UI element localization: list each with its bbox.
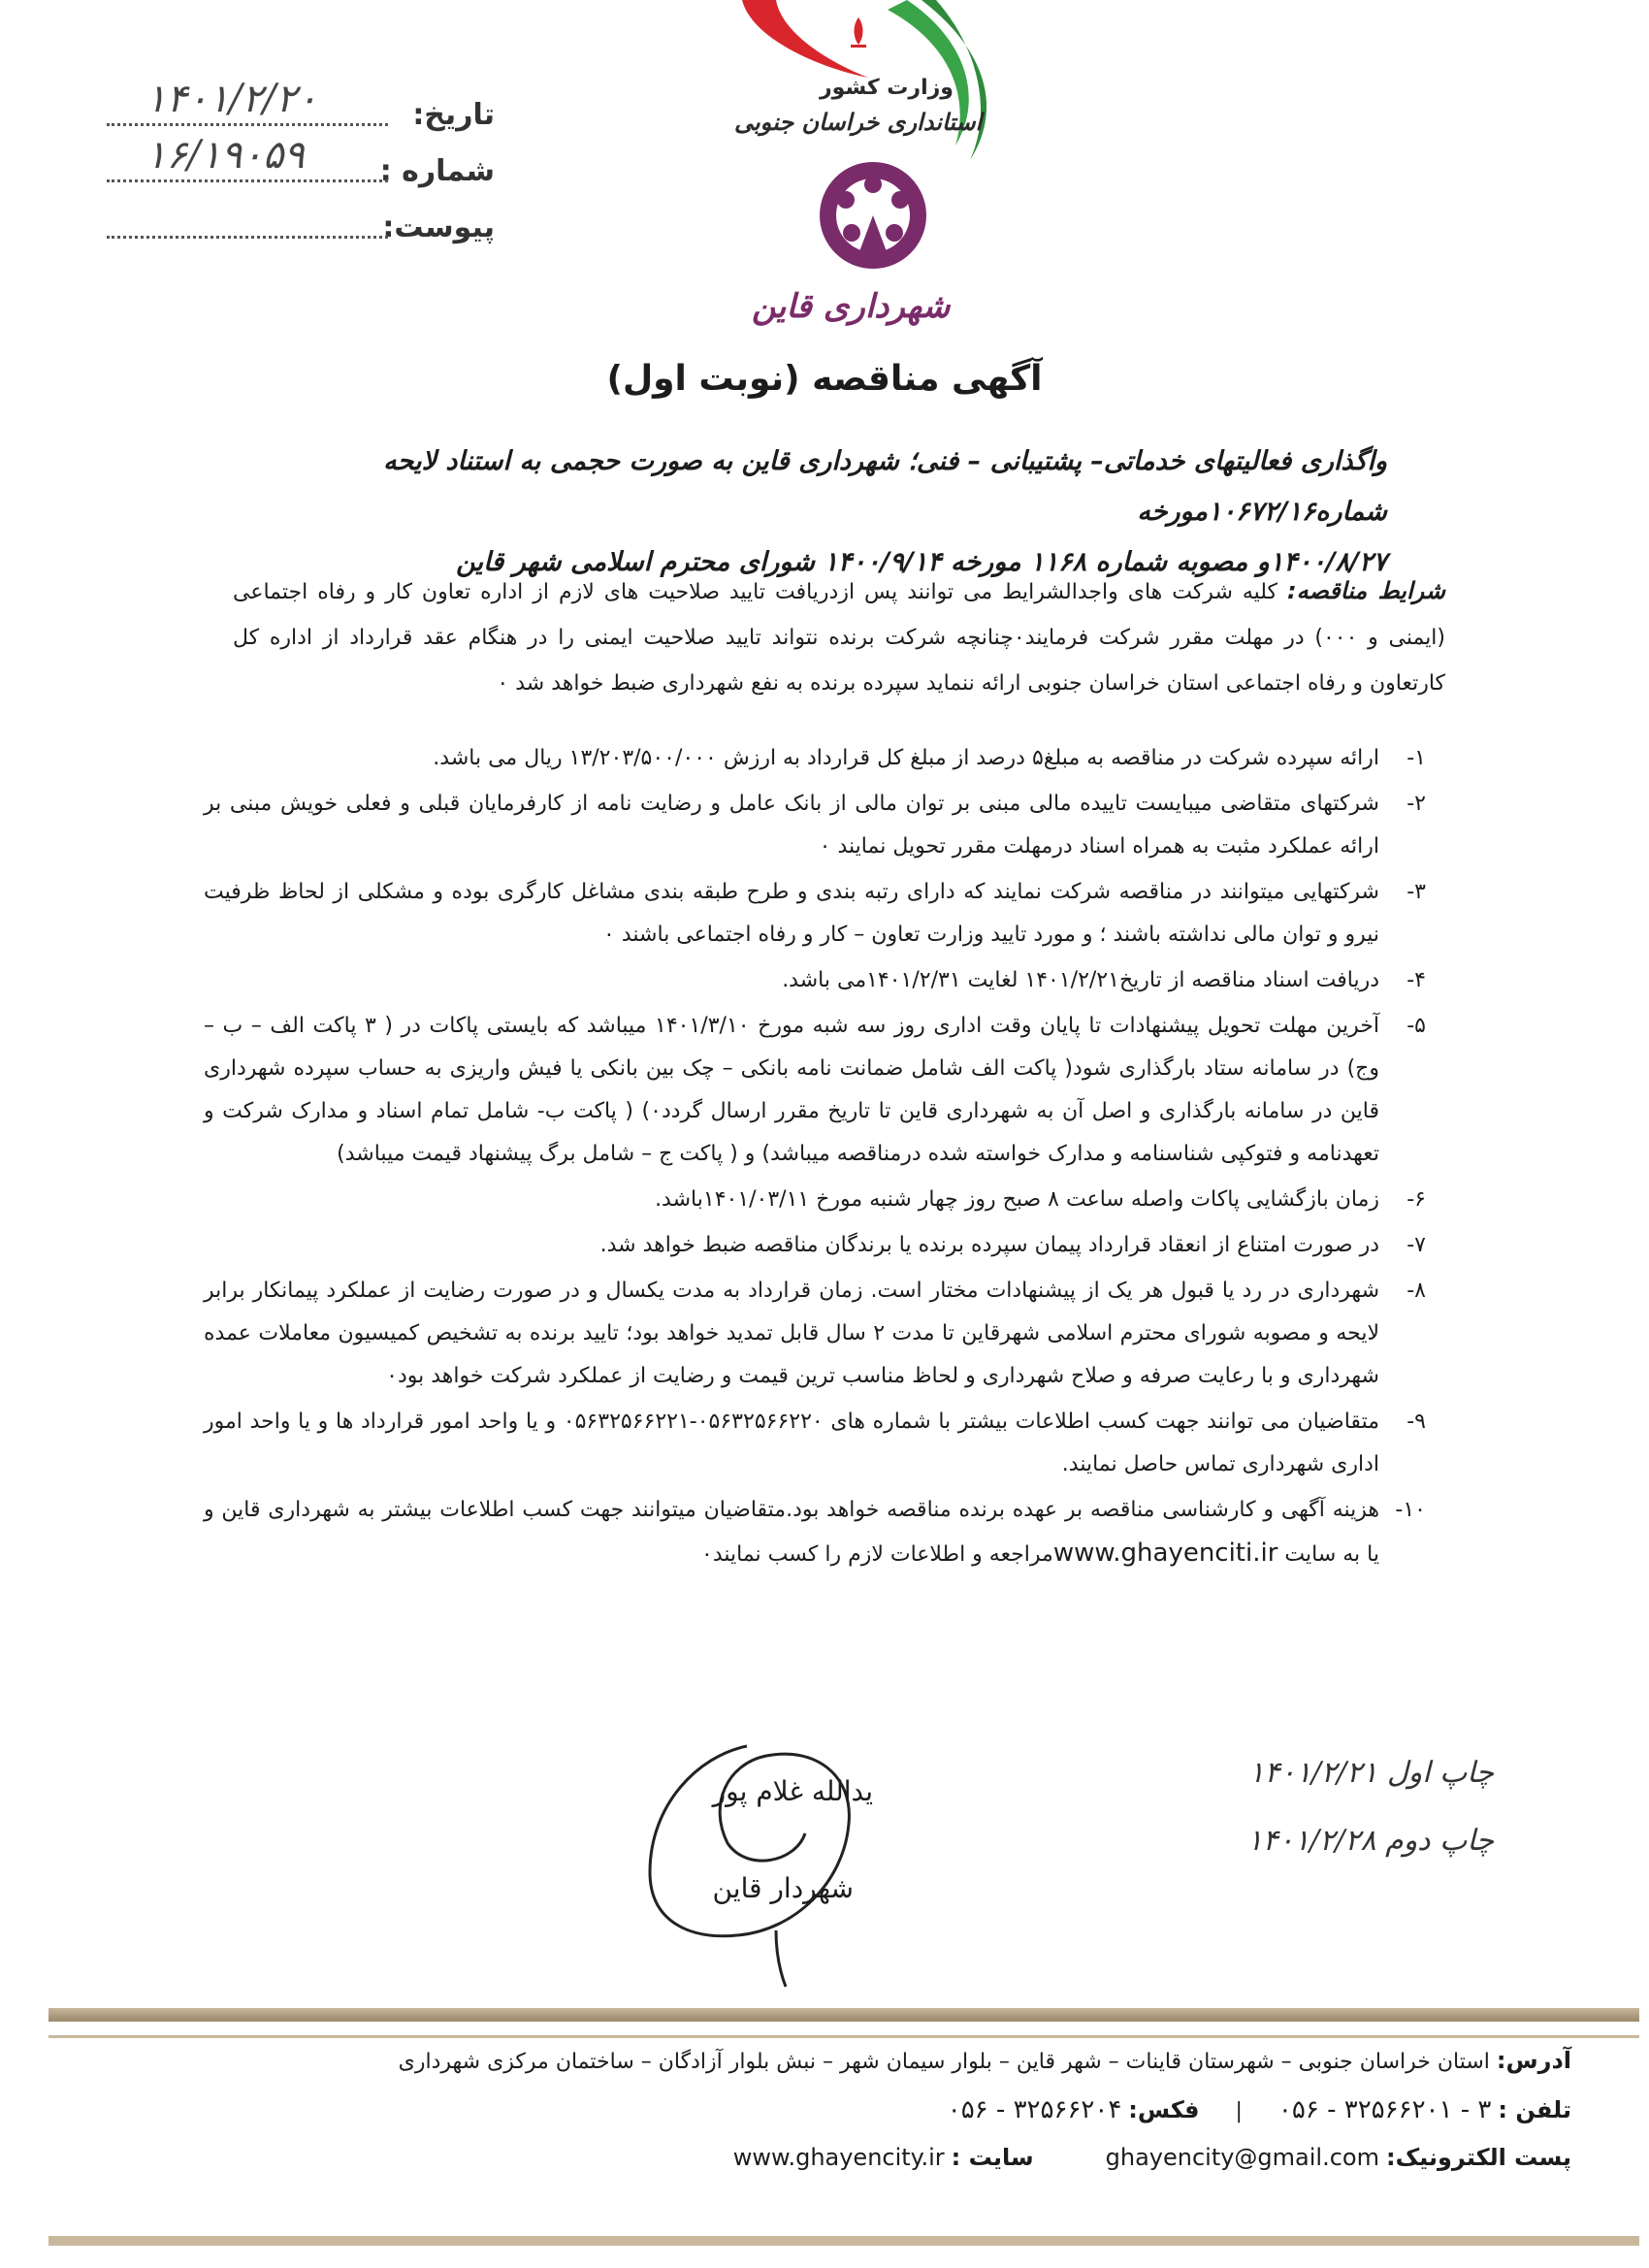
address-label: آدرس: (1496, 2047, 1571, 2074)
footer-bottom-bar (48, 2236, 1639, 2246)
attachment-label: پیوست: (382, 211, 495, 244)
date-row (107, 76, 495, 132)
footer-divider (48, 2008, 1639, 2022)
list-item (204, 783, 1426, 868)
logo-graphic (713, 0, 1023, 335)
list-item (204, 1401, 1426, 1486)
footer-divider-thin (48, 2035, 1639, 2038)
item-number: ۱- (1406, 746, 1426, 770)
municipality-logo (713, 0, 1023, 335)
subject-line-1: واگذاری فعالیتهای خدماتی– پشتیبانی – فنی؛ شهرداری قاین به صورت حجمی به استناد لایحه شماره۱۰۶۷۲/۱۶مورخه (383, 446, 1387, 527)
number-label: شماره : (379, 154, 495, 188)
item-text: شرکتهایی میتوانند در مناقصه شرکت نمایند که دارای رتبه بندی و طرح طبقه بندی مشاغل کارگری بوده و مشکلی از لحاظ ظرفیت نیرو و توان مالی نداشته باشند ؛ و مورد تایید وزارت تعاون – کار و رفاه اجتماعی باشند ٠ (204, 880, 1379, 947)
logo-province-text: استانداری خراسان جنوبی (734, 109, 983, 136)
subject-line-2: ۱۴۰۰/۸/۲۷و مصوبه شماره ۱۱۶۸ مورخه ۱۴۰۰/۹/۱۴ شورای محترم اسلامی شهر قاین (456, 547, 1387, 577)
list-item (204, 1489, 1426, 1576)
signer-title: شهردار قاین (712, 1872, 854, 1904)
conditions-text: کلیه شرکت های واجدالشرایط می توانند پس ازدریافت تایید صلاحیت های لازم از اداره تعاون کار و رفاه اجتماعی (ایمنی و ۰۰۰) در مهلت مقرر شرکت فرمایند٠چنانچه شرکت برنده نتواند تایید صلاحیت ایمنی را در هنگام عقد قرارداد از اداره کل کارتعاون و رفاه اجتماعی استان خراسان جنوبی ارائه ننماید سپرده برنده به نفع شهرداری ضبط خواهد شد ٠ (233, 580, 1446, 696)
item-text: دریافت اسناد مناقصه از تاریخ۱۴۰۱/۲/۲۱ لغایت ۱۴۰۱/۲/۳۱می باشد. (782, 968, 1379, 992)
item-number: ۹- (1406, 1409, 1426, 1434)
item-number: ۶- (1406, 1187, 1426, 1212)
attachment-line (107, 191, 388, 239)
mayor-signature (630, 1736, 883, 1989)
signer-name: یدالله غلام پور (712, 1775, 873, 1807)
list-item (204, 871, 1426, 956)
number-value: ۱۶/۱۹۰۵۹ (146, 133, 305, 178)
footer-address-row (58, 2047, 1571, 2095)
conditions-list (204, 737, 1426, 1579)
second-print-note: چاپ دوم ۱۴۰۱/۲/۲۸ (1246, 1824, 1494, 1858)
fax-label: فکس: (1128, 2096, 1200, 2123)
item-text: شهرداری در رد یا قبول هر یک از پیشنهادات مختار است. زمان قرارداد به مدت یکسال و در صورت رضایت از عملکرد پیمانکار برابر لایحه و مصوبه شورای محترم اسلامی شهرقاین تا مدت ۲ سال قابل تمدید خواهد بود؛ تایید برنده به تشخیص کمیسیون معاملات عمده شهرداری و با رعایت صرفه و صلاح شهرداری و لحاظ مناسب ترین قیمت و رضایت از عملکرد شرکت خواهد بود٠ (204, 1279, 1379, 1388)
site-label: سایت : (951, 2144, 1034, 2171)
logo-municipality-text: شهرداری قاین (752, 287, 951, 326)
date-label: تاریخ: (412, 98, 495, 132)
item-text: آخرین مهلت تحویل پیشنهادات تا پایان وقت اداری روز سه شبه مورخ ۱۴۰۱/۳/۱۰ میباشد که بایستی پاکات در ( ۳ پاکت الف – ب – وج) در سامانه ستاد بارگذاری شود( پاکت الف شامل ضمانت نامه بانکی – چک بین بانکی یا فیش واریزی به حساب سپرده شهرداری قاین در سامانه بارگذاری و اصل آن به شهرداری قاین تا تاریخ مقرر ارسال گردد٠) ( پاکت ب- شامل تمام اسناد و مدارک شرکت و تعهدنامه و فتوکپی شناسنامه و مدارک خواسته شده درمناقصه میباشد) و ( پاکت ج – شامل برگ پیشنهاد قیمت میباشد) (204, 1014, 1379, 1166)
item-text: ارائه سپرده شرکت در مناقصه به مبلغ۵ درصد از مبلغ کل قرارداد به ارزش ۱۳/۲۰۳/۵۰۰/۰۰۰ ریال می باشد. (433, 746, 1379, 770)
item-text: در صورت امتناع از انعقاد قرارداد پیمان سپرده برنده یا برندگان مناقصه ضبط خواهد شد. (599, 1233, 1379, 1257)
item-number: ۱۰- (1395, 1498, 1426, 1522)
item-text (204, 1489, 1379, 1576)
website-link[interactable]: www.ghayenciti.ir (1052, 1539, 1278, 1568)
fax-value: ۳۲۵۶۶۲۰۴ - ۰۵۶ (947, 2095, 1122, 2124)
date-value: ۱۴۰۱/۲/۲۰ (146, 77, 318, 121)
email-link[interactable]: ghayencity@gmail.com (1105, 2144, 1379, 2171)
number-row (107, 132, 495, 188)
tender-subject (262, 437, 1387, 588)
conditions-heading: شرایط مناقصه: (1287, 577, 1446, 604)
list-item (204, 1179, 1426, 1221)
item-text-after-link: مراجعه و اطلاعات لازم را کسب نمایند٠ (701, 1542, 1053, 1567)
document-meta (107, 76, 495, 244)
phone-label: تلفن : (1498, 2096, 1571, 2123)
page-footer (58, 2047, 1571, 2192)
handwritten-print-notes (1203, 1756, 1494, 1892)
date-line (107, 79, 388, 126)
email-label: پست الکترونیک: (1385, 2144, 1571, 2171)
separator: | (1235, 2099, 1243, 2123)
list-item (204, 1270, 1426, 1398)
list-item (204, 1005, 1426, 1176)
attachment-row (107, 188, 495, 244)
footer-contact-row (58, 2144, 1571, 2192)
list-item (204, 959, 1426, 1002)
item-number: ۲- (1406, 792, 1426, 816)
item-number: ۴- (1406, 968, 1426, 992)
item-number: ۸- (1406, 1279, 1426, 1303)
first-print-note: چاپ اول ۱۴۰۱/۲/۲۱ (1248, 1756, 1494, 1790)
list-item (204, 737, 1426, 780)
document-title: آگهی مناقصه (نوبت اول) (606, 359, 1043, 399)
item-text-before-link: هزینه آگهی و کارشناسی مناقصه بر عهده برنده مناقصه خواهد بود.متقاضیان میتوانند جهت کسب اطلاعات بیشتر به شهرداری قاین و یا به سایت (204, 1498, 1379, 1567)
item-number: ۳- (1406, 880, 1426, 904)
number-line (107, 135, 388, 182)
item-number: ۷- (1406, 1233, 1426, 1257)
footer-phone-row (58, 2095, 1571, 2144)
item-text: زمان بازگشایی پاکات واصله ساعت ۸ صبح روز چهار شنبه مورخ ۱۴۰۱/۰۳/۱۱باشد. (655, 1187, 1379, 1212)
item-text: متقاضیان می توانند جهت کسب اطلاعات بیشتر با شماره های ۰۵۶۳۲۵۶۶۲۲۰-۰۵۶۳۲۵۶۶۲۲۱ و یا واحد امور قرارداد ها و یا واحد امور اداری شهرداری تماس حاصل نمایند. (204, 1409, 1379, 1476)
item-text: شرکتهای متقاضی میبایست تاییده مالی مبنی بر توان مالی از بانک عامل و رضایت نامه از کارفرمایان قبلی و فعلی خویش مبنی بر ارائه عملکرد مثبت به همراه اسناد درمهلت مقرر تحویل نمایند ٠ (204, 792, 1379, 859)
signature-scribble-icon (630, 1736, 883, 1989)
address-text: استان خراسان جنوبی – شهرستان قاینات – شهر قاین – بلوار سیمان شهر – نبش بلوار آزادگان – ساختمان مرکزی شهرداری (398, 2050, 1490, 2074)
tender-conditions (233, 568, 1445, 706)
logo-ministry-text: وزارت کشور (820, 76, 954, 100)
list-item (204, 1224, 1426, 1267)
site-link[interactable]: www.ghayencity.ir (732, 2144, 945, 2171)
item-number: ۵- (1406, 1014, 1426, 1038)
phone-value: ۳ - ۳۲۵۶۶۲۰۱ - ۰۵۶ (1277, 2095, 1492, 2124)
